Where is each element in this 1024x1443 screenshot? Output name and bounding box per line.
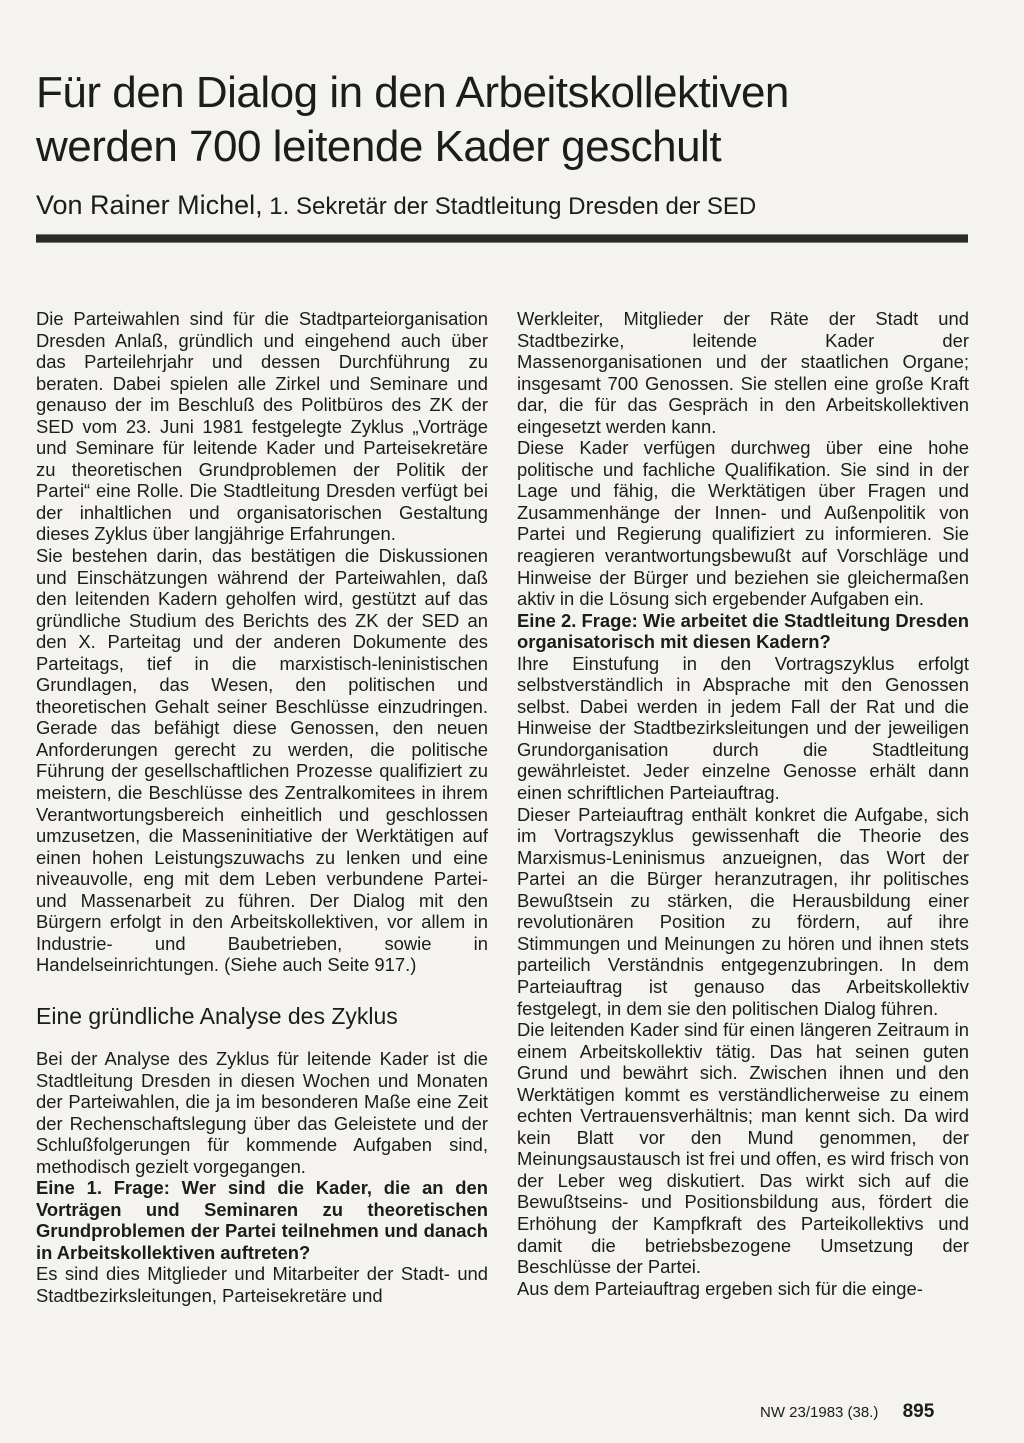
title-rule — [36, 234, 968, 243]
paragraph: Sie bestehen darin, das bestätigen die Diskussionen und Einschätzungen während der Parteiwahlen, daß den leitenden Kadern geholfen wird, gestützt auf das gründliche Studium des Berichts des ZK der SED an den X. Parteitag und der anderen Dokumente des Parteitags, tief in die marxistisch-leninistischen Grundlagen, das Wesen, den politischen und theoretischen Gehalt seiner Beschlüsse einzudringen. Gerade das befähigt diese Genossen, den neuen Anforderungen gerecht zu werden, die politische Führung der gesellschaftlichen Prozesse qualifiziert zu meistern, die Beschlüsse des Zentralkomitees in ihrem Verantwortungsbereich einheitlich und geschlossen umzusetzen, die Masseninitiative der Werktätigen auf einen hohen Leistungszuwachs zu lenken und eine niveauvolle, eng mit dem Leben verbundene Partei- und Massenarbeit zu führen. Der Dialog mit den Bürgern erfolgt in den Arbeitskollektiven, vor allem in Industrie- und Baubetrieben, sowie in Handelseinrichtungen. (Siehe auch Seite 917.) — [36, 545, 488, 976]
section-heading: Eine gründliche Analyse des Zyklus — [36, 1002, 398, 1029]
byline-role: 1. Sekretär der Stadtleitung Dresden der SED — [269, 193, 757, 220]
article-title — [36, 66, 996, 174]
issue-label: NW 23/1983 (38.) — [760, 1404, 879, 1421]
title-line-1: Für den Dialog in den Arbeitskollektiven — [36, 68, 789, 117]
page-number: 895 — [902, 1401, 935, 1422]
left-column — [36, 308, 488, 1307]
paragraph: Bei der Analyse des Zyklus für leitende Kader ist die Stadtleitung Dresden in diesen Wochen und Monaten der Parteiwahlen, die ja im besonderen Maße eine Zeit der Rechenschaftslegung über das Geleistete und der Schlußfolgerungen für kommende Aufgaben sind, methodisch gezielt vorgegangen. — [36, 1047, 488, 1177]
paragraph: Ihre Einstufung in den Vortragszyklus erfolgt selbstverständlich in Absprache mit den Genossen selbst. Dabei werden in jedem Fall der Rat und die Hinweise der Stadtbezirksleitungen und der jeweiligen Grundorganisation durch die Stadtleitung gewährleistet. Jeder einzelne Genosse erhält dann einen schriftlichen Parteiauftrag. — [517, 652, 969, 804]
paragraph: Es sind dies Mitglieder und Mitarbeiter der Stadt- und Stadtbezirksleitungen, Parteisekretäre und — [36, 1263, 488, 1306]
paragraph: Aus dem Parteiauftrag ergeben sich für die einge- — [517, 1277, 923, 1299]
paragraph: Die Parteiwahlen sind für die Stadtparteiorganisation Dresden Anlaß, gründlich und eingehend auch über das Parteilehrjahr und dessen Durchführung zu beraten. Dabei spielen alle Zirkel und Seminare und genauso der im Beschluß des Politbüros des ZK der SED vom 23. Juni 1981 festgelegte Zyklus „Vorträge und Seminare für leitende Kader und Parteisekretäre zu theoretischen Grundproblemen der Politik der Partei“ eine Rolle. Die Stadtleitung Dresden verfügt bei der inhaltlichen und organisatorischen Gestaltung dieses Zyklus über langjährige Erfahrungen. — [36, 308, 488, 545]
paragraph: Werkleiter, Mitglieder der Räte der Stadt und Stadtbezirke, leitende Kader der Massenorganisationen und der staatlichen Organe; insgesamt 700 Genossen. Sie stellen eine große Kraft dar, die für das Gespräch in den Arbeitskollektiven eingesetzt werden kann. — [517, 308, 969, 437]
right-column — [517, 308, 969, 1299]
paragraph: Die leitenden Kader sind für einen längeren Zeitraum in einem Arbeitskollektiv tätig. Das hat seinen guten Grund und bewährt sich. Zwischen ihnen und den Werktätigen kommt es verständlicherweise zu einem echten Vertrauensverhältnis; man kennt sich. Da wird kein Blatt vor den Mund genommen, der Meinungsaustausch ist frei und offen, es wird frisch von der Leber weg diskutiert. Das wirkt sich auf die Bewußtseins- und Positionsbildung aus, fördert die Erhöhung der Kampfkraft des Parteikollektivs und damit die betriebsbezogene Umsetzung der Beschlüsse der Partei. — [517, 1019, 969, 1278]
question-heading: Eine 1. Frage: Wer sind die Kader, die an den Vorträgen und Seminaren zu theoretischen Grundproblemen der Partei teilnehmen und danach in Arbeitskollektiven auftreten? — [36, 1177, 488, 1263]
question-heading: Eine 2. Frage: Wie arbeitet die Stadtleitung Dresden organisatorisch mit diesen Kadern? — [517, 609, 969, 653]
paragraph: Dieser Parteiauftrag enthält konkret die Aufgabe, sich im Vortragszyklus gewissenhaft die Theorie des Marxismus-Leninismus anzueignen, das Wort der Partei an die Bürger heranzutragen, ihr politisches Bewußtsein zu stärken, die Herausbildung einer revolutionären Position zu fördern, auf ihre Stimmungen und Meinungen zu hören und ihnen stets parteilich Verständnis entgegenzubringen. In dem Parteiauftrag ist genauso das Arbeitskollektiv festgelegt, in dem sie den politischen Dialog führen. — [517, 803, 969, 1019]
page-footer — [760, 1402, 934, 1423]
title-line-2: werden 700 leitende Kader geschult — [36, 122, 722, 171]
paragraph: Diese Kader verfügen durchweg über eine hohe politische und fachliche Qualifikation. Sie sind in der Lage und fähig, die Werktätigen über Fragen und Zusammenhänge der Innen- und Außenpolitik von Partei und Regierung qualifiziert zu informieren. Sie reagieren verantwortungsbewußt auf Vorschläge und Hinweise der Bürger und beziehen sie gleichermaßen aktiv in die Lösung sich ergebender Aufgaben ein. — [517, 437, 969, 610]
byline — [36, 190, 996, 222]
byline-author: Von Rainer Michel, — [36, 190, 263, 220]
